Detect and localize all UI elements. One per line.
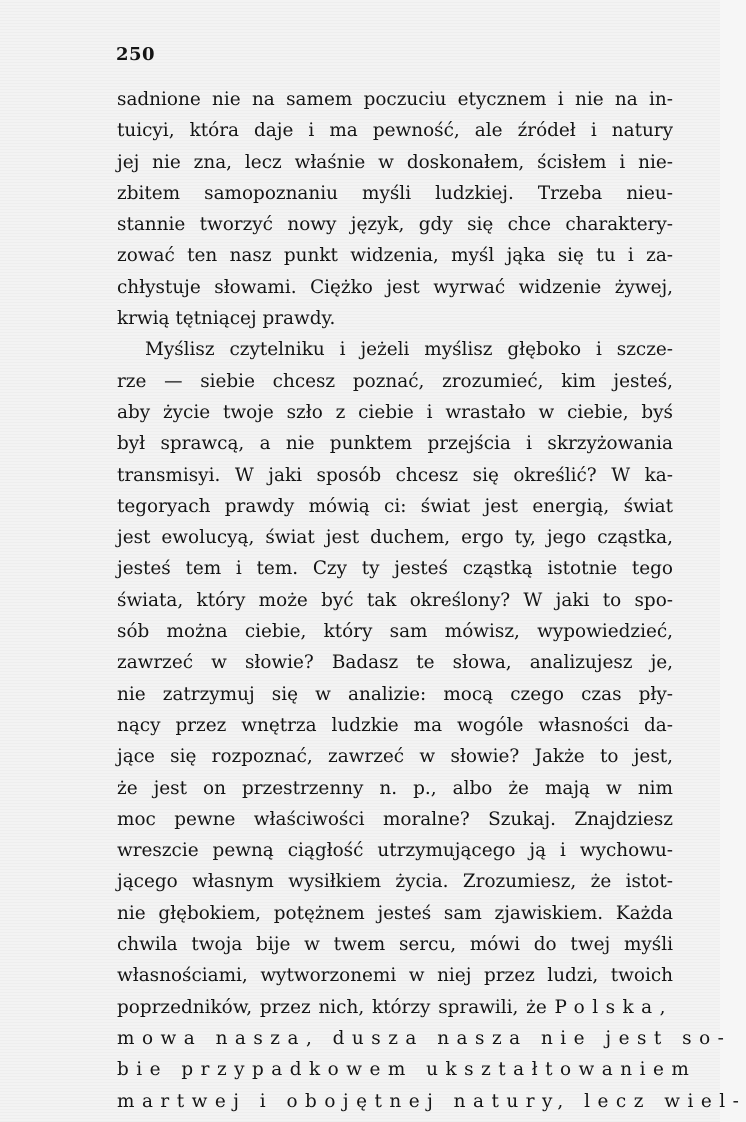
text-line: martwej i obojętnej natury, lecz wiel- — [117, 1090, 746, 1112]
text-line: jest ewolucyą, świat jest duchem, ergo ty, jego cząstka, — [117, 527, 673, 549]
text-line: sadnione nie na samem poczuciu etycznem i nie na in- — [117, 89, 673, 110]
text-line: bie przypadkowem ukształtowaniem — [117, 1059, 697, 1081]
body-text — [117, 84, 746, 1117]
text-line: zować ten nasz punkt widzenia, myśl jąka się tu i za- — [117, 245, 673, 267]
text-line: był sprawcą, a nie punktem przejścia i skrzyżowania — [117, 433, 673, 455]
text-line: jące się rozpoznać, zawrzeć w słowie? Jakże to jest, — [117, 746, 673, 768]
text-line: moc pewne właściwości moralne? Szukaj. Znajdziesz — [117, 808, 673, 830]
text-line: jej nie zna, lecz właśnie w doskonałem, ścisłem i nie- — [117, 151, 673, 173]
text-line: Myślisz czytelniku i jeżeli myślisz głęboko i szcze- — [145, 339, 673, 361]
text-line: nie głębokiem, potężnem jesteś sam zjawiskiem. Każda — [117, 902, 673, 924]
text-line: nący przez wnętrza ludzkie ma wogóle własności da- — [117, 714, 673, 736]
text-line: wreszcie pewną ciągłość utrzymującego ją i wychowu- — [117, 840, 673, 862]
text-line: aby życie twoje szło z ciebie i wrastało w ciebie, byś — [117, 401, 673, 423]
text-line: stannie tworzyć nowy język, gdy się chce charaktery- — [117, 214, 673, 236]
text-segment: poprzedników, przez nich, którzy sprawili, że — [117, 996, 547, 1018]
text-line: transmisyi. W jaki sposób chcesz się określić? W ka- — [117, 464, 673, 486]
text-line: jącego własnym wysiłkiem życia. Zrozumiesz, że istot- — [117, 871, 673, 893]
text-line: mowa nasza, dusza nasza nie jest so- — [117, 1027, 732, 1049]
text-line — [117, 992, 673, 1023]
text-line: że jest on przestrzenny n. p., albo że mają w nim — [117, 777, 673, 799]
spaced-word: Polska, — [554, 996, 673, 1018]
text-line: nie zatrzymuj się w analizie: mocą czego czas pły- — [117, 683, 673, 705]
text-line: chwila twoja bije w twem sercu, mówi do twej myśli — [117, 934, 673, 956]
text-line: sób można ciebie, który sam mówisz, wypowiedzieć, — [117, 621, 673, 643]
text-line: własnościami, wytworzonemi w niej przez ludzi, twoich — [117, 965, 673, 987]
text-line: tegoryach prawdy mówią ci: świat jest energią, świat — [117, 495, 673, 517]
text-line: tuicyi, która daje i ma pewność, ale źródeł i natury — [117, 120, 673, 142]
text-line: świata, który może być tak określony? W jaki to spo- — [117, 589, 673, 611]
text-line: rze — siebie chcesz poznać, zrozumieć, kim jesteś, — [117, 370, 673, 392]
text-line: jesteś tem i tem. Czy ty jesteś cząstką istotnie tego — [117, 558, 673, 580]
text-line: zawrzeć w słowie? Badasz te słowa, analizujesz je, — [117, 652, 673, 674]
text-line: chłystuje słowami. Ciężko jest wyrwać widzenie żywej, — [117, 276, 673, 298]
page-number: 250 — [116, 44, 156, 65]
text-line: zbitem samopoznaniu myśli ludzkiej. Trzeba nieu- — [117, 182, 673, 204]
text-line: krwią tętniącej prawdy. — [117, 308, 336, 330]
